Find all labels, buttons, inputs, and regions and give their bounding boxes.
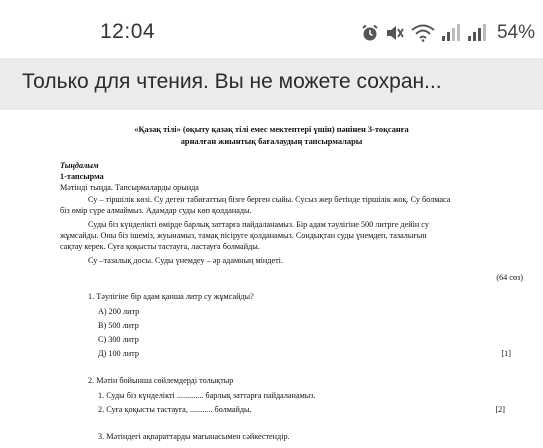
clock: 12:04 bbox=[100, 20, 156, 43]
answer-option: Д) 100 литр bbox=[98, 349, 139, 358]
signal-icon bbox=[441, 24, 461, 42]
battery-level: 54% bbox=[496, 22, 535, 43]
paragraph-line: Су –тазалық досы. Суды үнемдеу – әр адамның міндеті. bbox=[88, 256, 283, 265]
doc-title-line1: «Қазақ тілі» (оқыту қазақ тілі емес мектептері үшін) пәнінен 3-тоқсанға bbox=[134, 125, 409, 134]
banner-text: Только для чтения. Вы не можете сохран... bbox=[22, 70, 442, 93]
answer-option: А) 200 литр bbox=[98, 307, 140, 316]
status-icons bbox=[361, 20, 535, 46]
mark: [2] bbox=[495, 405, 505, 414]
alarm-icon bbox=[361, 24, 379, 42]
paragraph-line: сақтау керек. Суға қоқысты тастауға, ластауға болмайды. bbox=[60, 242, 260, 251]
wifi-icon bbox=[411, 24, 435, 42]
read-only-banner bbox=[0, 58, 543, 110]
task-label: 1-тапсырма bbox=[60, 172, 104, 181]
section-heading: Тыңдалым bbox=[60, 161, 99, 170]
paragraph-line: біз өмір сүре алмаймыз. Адамдар суды көп қолданады. bbox=[60, 206, 252, 215]
question-1: 1. Тәулігіне бір адам қанша литр су жұмсайды? bbox=[88, 292, 254, 301]
answer-option: С) 300 литр bbox=[98, 335, 139, 344]
document-page[interactable] bbox=[0, 110, 543, 448]
question-item: 2. Суға қоқысты тастауға, ........... болмайды. bbox=[98, 405, 252, 414]
signal-icon bbox=[467, 24, 487, 42]
answer-option: В) 500 литр bbox=[98, 321, 139, 330]
question-2: 2. Мәтін бойынша сөйлемдерді толықтыр bbox=[88, 376, 234, 385]
status-bar bbox=[0, 0, 543, 58]
question-3: 3. Мәтіндегі ақпараттарды мағынасымен сәйкестендір. bbox=[98, 432, 290, 441]
mute-icon bbox=[385, 24, 405, 42]
mark: [1] bbox=[501, 349, 511, 358]
doc-title-line2: арналған жиынтық бағалаудың тапсырмалары bbox=[180, 137, 363, 146]
question-item: 1. Суды біз күнделікті ............. барлық заттарға пайдаланамыз. bbox=[98, 391, 316, 400]
instruction: Мәтінді тыңда. Тапсырмаларды орында bbox=[60, 183, 199, 192]
paragraph-line: Суды біз күнделікті өмірде барлық заттарға пайдаланамыз. Бір адам тәулігіне 500 литрге дейін су bbox=[88, 220, 429, 229]
paragraph-line: жұмсайды. Оны біз ішеміз, жуынамыз, тамақ пісіруге қолданамыз. Сондықтан суды үнемдеп, тазалығын bbox=[60, 231, 427, 240]
paragraph-line: Су – тіршілік көзі. Су деген табиғаттың бізге берген сыйы. Сусыз жер бетінде тіршілік жоқ. Су болмаса bbox=[88, 195, 451, 204]
word-count: (64 сөз) bbox=[496, 273, 523, 282]
